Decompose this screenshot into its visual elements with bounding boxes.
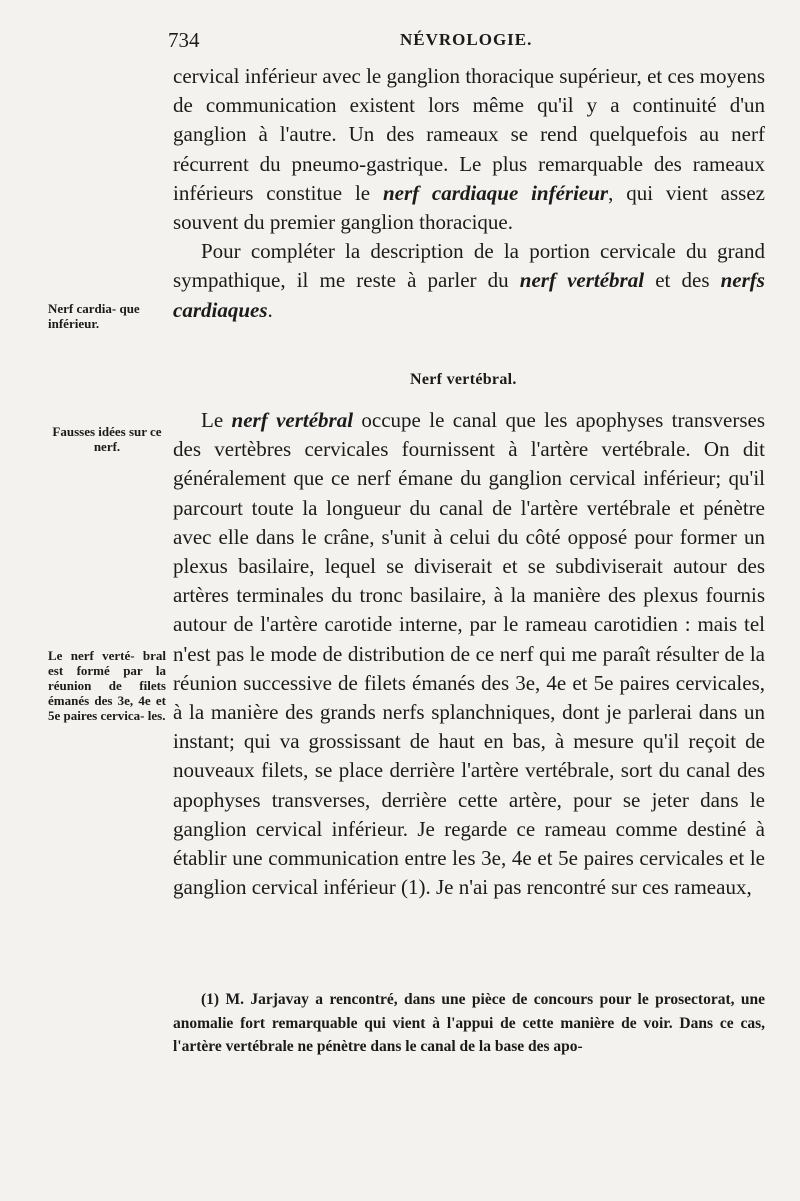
body-text-top <box>173 62 765 325</box>
section-heading: Nerf vertébral. <box>410 371 517 388</box>
term-nerf-vertebral-2: nerf vertébral <box>231 408 354 432</box>
paragraph-1: cervical inférieur avec le ganglion thoracique supérieur, et ces moyens de communication existent lors même qu'il y a continuité d'un ganglion à l'autre. Un des rameaux se rend quelquefois au nerf récurrent du pneumo-gastrique. Le plus remarquable des rameaux inférieurs constitue le nerf cardiaque inférieur, qui vient assez souvent du premier ganglion thoracique. <box>173 64 765 235</box>
paragraph-3: Le nerf vertébral occupe le canal que les apophyses transverses des vertèbres cervicales fournissent à l'artère vertébrale. On dit généralement que ce nerf émane du ganglion cervical inférieur; qu'il parcourt toute la longueur du canal de l'artère vertébrale et pénètre avec elle dans le crâne, s'unit à celui du côté opposé pour former un plexus basilaire, lequel se diviserait et se subdiviserait autour des artères terminales du tronc basilaire, à la manière des plexus fournis autour de l'artère carotide interne, par le rameau carotidien : mais tel n'est pas le mode de distribution de ce nerf qui me paraît résulter de la réunion successive de filets émanés des 3e, 4e et 5e paires cervicales, à la manière des grands nerfs splanchniques, dont je parlerai dans un instant; qui va grossissant de haut en bas, à mesure qu'il reçoit de nouveaux filets, se place derrière l'artère vertébrale, sort du canal des apophyses transverses, derrière cette artère, pour se jeter dans le ganglion cervical inférieur. Je regarde ce rameau comme destiné à établir une communication entre les 3e, 4e et 5e paires cervicales et le ganglion cervical inférieur (1). Je n'ai pas rencontré sur ces rameaux, <box>173 408 765 900</box>
term-nerfs-cardiaques: nerfs cardiaques <box>173 268 765 322</box>
running-head: NÉVROLOGIE. <box>400 30 533 49</box>
term-nerf-cardiaque: nerf cardiaque inférieur <box>382 180 609 205</box>
page-number: 734 <box>168 28 200 52</box>
footnote-text: (1) M. Jarjavay a rencontré, dans une pièce de concours pour le prosectorat, une anomalie fort remarquable qui vient à l'appui de cette manière de voir. Dans ce cas, l'artère vertébrale ne pénètre dans le canal de la base des apo- <box>173 991 765 1055</box>
paragraph-2: Pour compléter la description de la portion cervicale du grand sympathique, il me reste à parler du nerf vertébral et des nerfs cardiaques. <box>173 239 765 322</box>
page-header <box>168 28 768 58</box>
margin-note-nerf-cardiaque: Nerf cardia- que inférieur. <box>48 301 140 331</box>
margin-note-nerf-vertebral: Le nerf verté- bral est formé par la réunion de filets émanés des 3e, 4e et 5e paires cervica- les. <box>48 648 166 723</box>
footnote <box>173 988 765 1059</box>
body-text-main <box>173 406 765 902</box>
term-nerf-vertebral: nerf vertébral <box>519 268 645 293</box>
margin-note-fausses-idees: Fausses idées sur ce nerf. <box>52 424 162 454</box>
